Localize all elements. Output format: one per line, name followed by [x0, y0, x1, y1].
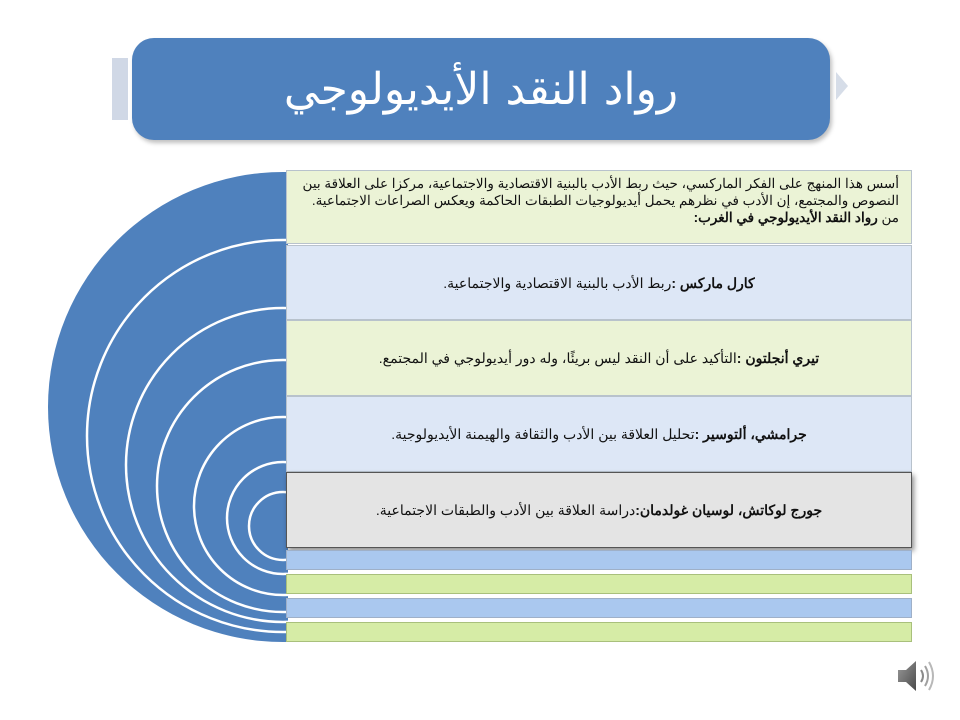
item-name: جرامشي، ألتوسير :	[694, 426, 807, 442]
speaker-icon[interactable]	[896, 656, 940, 696]
empty-strip-4	[286, 622, 912, 642]
item-desc: التأكيد على أن النقد ليس بريئًا، وله دور أيديولوجي في المجتمع.	[378, 350, 737, 366]
item-desc: تحليل العلاقة بين الأدب والثقافة والهيمنة الأيديولوجية.	[391, 426, 695, 442]
item-name: كارل ماركس :	[671, 274, 755, 291]
empty-strip-2	[286, 574, 912, 594]
banner-arrow-icon	[836, 72, 848, 100]
intro-text: أسس هذا المنهج على الفكر الماركسي، حيث ربط الأدب بالبنية الاقتصادية والاجتماعية، مركزا على العلاقة بين النصوص والمجتمع، إن الأدب في نظرهم يحمل أيديولوجيات الطبقات الحاكمة ويعكس الصراعات الاجتماعية. من	[302, 176, 899, 225]
title-banner	[132, 38, 830, 140]
empty-strip-3	[286, 598, 912, 618]
banner-left-tab	[112, 58, 128, 120]
item-name: تيري أنجلتون :	[736, 350, 820, 366]
item-name: جورج لوكاتش، لوسيان غولدمان:	[635, 502, 823, 518]
item-box-eagleton	[286, 320, 912, 396]
item-box-gramsci-althusser	[286, 396, 912, 472]
item-desc: ربط الأدب بالبنية الاقتصادية والاجتماعية.	[443, 274, 672, 291]
item-box-marx	[286, 245, 912, 320]
item-box-lukacs-goldmann	[286, 472, 912, 548]
item-desc: دراسة العلاقة بين الأدب والطبقات الاجتماعية.	[375, 502, 636, 518]
page-title: رواد النقد الأيديولوجي	[283, 63, 679, 115]
intro-bold-tail: رواد النقد الأيديولوجي في الغرب:	[693, 210, 878, 225]
empty-strip-1	[286, 550, 912, 570]
intro-box	[286, 170, 912, 244]
